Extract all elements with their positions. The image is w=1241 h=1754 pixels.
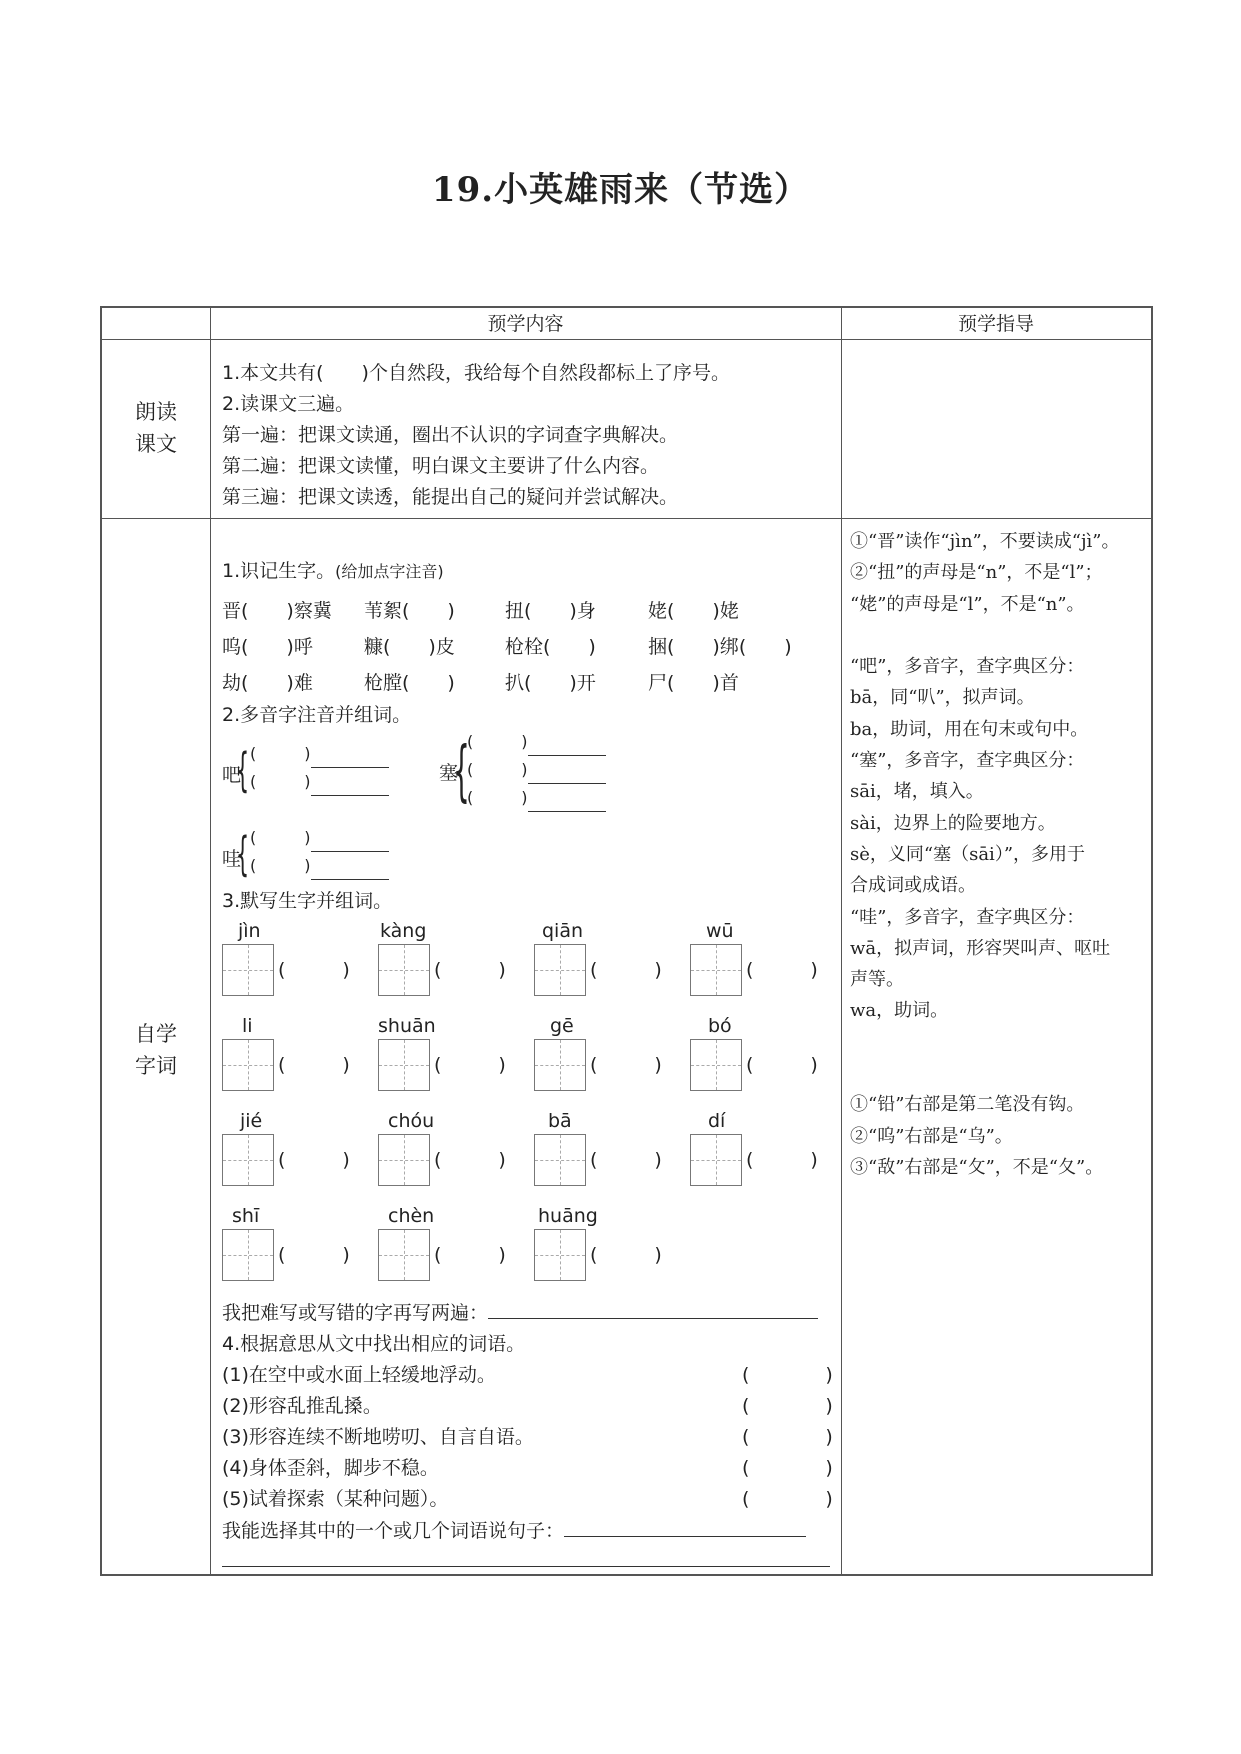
pinyin-label: chóu xyxy=(388,1110,435,1132)
answer-paren[interactable]: ( ) xyxy=(742,1426,833,1448)
answer-line[interactable] xyxy=(528,735,606,756)
polyphone-blank xyxy=(467,756,606,784)
char-item: 姥( )姥 xyxy=(648,600,739,622)
word-paren: ( ) xyxy=(278,1244,350,1266)
word-paren: ( ) xyxy=(590,959,662,981)
word-paren: ( ) xyxy=(746,959,818,981)
word-paren: ( ) xyxy=(746,1149,818,1171)
writing-cell xyxy=(222,918,372,996)
char-item: 糠( )皮 xyxy=(364,636,455,658)
guide-line: ①“晋”读作“jìn”，不要读成“jì”。 xyxy=(850,531,1120,552)
polyphone-blank xyxy=(250,740,389,768)
polyphone-ba xyxy=(222,740,422,806)
reading-line: 第一遍：把课文读通，圈出不认识的字词查字典解决。 xyxy=(222,424,679,446)
answer-paren[interactable]: ( ) xyxy=(742,1364,833,1386)
guide-notes xyxy=(850,526,1150,1183)
writing-box[interactable] xyxy=(690,1039,742,1091)
writing-box[interactable] xyxy=(534,1134,586,1186)
answer-line[interactable] xyxy=(311,831,389,852)
writing-box[interactable] xyxy=(378,944,430,996)
polyphone-blank xyxy=(250,824,389,852)
word-paren: ( ) xyxy=(746,1054,818,1076)
char-item: 呜( )呼 xyxy=(222,636,313,658)
pinyin-label: li xyxy=(242,1015,253,1037)
word-paren: ( ) xyxy=(434,1149,506,1171)
reading-line: 第三遍：把课文读透，能提出自己的疑问并尝试解决。 xyxy=(222,486,679,508)
section-3-title: 3.默写生字并组词。 xyxy=(222,890,393,912)
writing-cell xyxy=(378,1203,528,1281)
polyphone-char: 哇 xyxy=(222,848,242,870)
pinyin-label: gē xyxy=(550,1015,574,1037)
guide-line: “吧”，多音字，查字典区分： xyxy=(850,656,1085,678)
writing-box[interactable] xyxy=(534,1039,586,1091)
polyphone-char: 塞 xyxy=(439,762,459,784)
writing-box[interactable] xyxy=(222,1039,274,1091)
answer-paren[interactable]: ( ) xyxy=(742,1488,833,1510)
definition-item xyxy=(222,1484,832,1515)
section-1-note: (给加点字注音) xyxy=(335,562,444,581)
writing-cell xyxy=(534,1203,684,1281)
pinyin-paren: ( ) xyxy=(250,856,311,875)
answer-line[interactable] xyxy=(528,791,606,812)
row-label-reading xyxy=(102,396,210,460)
writing-cell xyxy=(690,1108,840,1186)
polyphone-sai xyxy=(439,728,639,818)
definition-text: (3)形容连续不断地唠叨、自言自语。 xyxy=(222,1426,534,1448)
sentence-label: 我能选择其中的一个或几个词语说句子： xyxy=(222,1520,565,1542)
char-item: 劫( )难 xyxy=(222,672,313,694)
writing-cell xyxy=(378,1108,528,1186)
header-content: 预学内容 xyxy=(487,313,564,335)
writing-cell xyxy=(690,918,840,996)
definition-item xyxy=(222,1391,832,1422)
brace-icon: { xyxy=(236,743,250,797)
pinyin-label: bó xyxy=(708,1015,732,1037)
column-divider xyxy=(841,308,842,1574)
char-writing-grid xyxy=(222,918,832,1318)
sentence-line[interactable] xyxy=(564,1516,806,1537)
char-item: 尸( )首 xyxy=(648,672,739,694)
guide-line: ②“呜”右部是“乌”。 xyxy=(850,1125,1013,1147)
char-item: 枪膛( ) xyxy=(364,672,455,694)
pinyin-label: bā xyxy=(548,1110,572,1132)
pinyin-label: shuān xyxy=(378,1015,436,1037)
pinyin-paren: ( ) xyxy=(467,788,528,807)
pinyin-paren: ( ) xyxy=(250,828,311,847)
char-item: 扭( )身 xyxy=(505,600,596,622)
section-2-title: 2.多音字注音并组词。 xyxy=(222,704,412,726)
sentence-prompt xyxy=(222,1516,806,1547)
reading-line: 第二遍：把课文读懂，明白课文主要讲了什么内容。 xyxy=(222,455,660,477)
writing-cell xyxy=(534,918,684,996)
guide-line: 声等。 xyxy=(850,969,904,991)
brace-icon: { xyxy=(236,827,250,881)
definition-text: (4)身体歪斜，脚步不稳。 xyxy=(222,1457,439,1479)
header-guide: 预学指导 xyxy=(957,313,1034,335)
writing-box[interactable] xyxy=(222,944,274,996)
writing-cell xyxy=(378,1013,528,1091)
char-item: 扒( )开 xyxy=(505,672,596,694)
pinyin-paren: ( ) xyxy=(467,760,528,779)
guide-line: wā，拟声词，形容哭叫声、呕吐 xyxy=(850,937,1111,959)
writing-box[interactable] xyxy=(378,1229,430,1281)
guide-line: ba，助词，用在句末或句中。 xyxy=(850,718,1089,740)
guide-line: bā，同“叭”，拟声词。 xyxy=(850,687,1035,709)
answer-paren[interactable]: ( ) xyxy=(742,1457,833,1479)
pinyin-label: jié xyxy=(240,1110,263,1132)
guide-line: ②“扭”的声母是“n”，不是“l”； xyxy=(850,562,1103,584)
row-label-line: 字词 xyxy=(135,1054,177,1078)
polyphone-wa xyxy=(222,824,422,890)
guide-line: “哇”，多音字，查字典区分： xyxy=(850,906,1085,928)
polyphone-blank xyxy=(250,768,389,796)
answer-line[interactable] xyxy=(311,775,389,796)
section-4-title: 4.根据意思从文中找出相应的词语。 xyxy=(222,1333,526,1355)
guide-line: 合成词或成语。 xyxy=(850,875,976,897)
word-paren: ( ) xyxy=(278,1054,350,1076)
char-item: 晋( )察冀 xyxy=(222,600,332,622)
guide-line: sè，义同“塞（sāi）”，多用于 xyxy=(850,843,1086,865)
worksheet-table xyxy=(100,306,1153,1576)
guide-line: ①“铅”右部是第二笔没有钩。 xyxy=(850,1094,1085,1116)
rewrite-prompt xyxy=(222,1298,818,1329)
guide-line xyxy=(850,1058,1150,1089)
section-1-title: 1.识记生字。 xyxy=(222,560,336,582)
polyphone-char: 吧 xyxy=(222,764,242,786)
guide-line: “姥”的声母是“l”，不是“n”。 xyxy=(850,593,1085,615)
rewrite-line[interactable] xyxy=(488,1298,818,1319)
brace-icon: { xyxy=(453,732,470,809)
word-paren: ( ) xyxy=(590,1244,662,1266)
answer-paren[interactable]: ( ) xyxy=(742,1395,833,1417)
writing-box[interactable] xyxy=(222,1229,274,1281)
word-paren: ( ) xyxy=(434,959,506,981)
row-divider xyxy=(102,518,1151,519)
definition-item xyxy=(222,1453,832,1484)
pinyin-paren: ( ) xyxy=(250,744,311,763)
reading-line: 1.本文共有( )个自然段，我给每个自然段都标上了序号。 xyxy=(222,362,730,384)
page-title: 19.小英雄雨来（节选） xyxy=(431,170,810,210)
writing-cell xyxy=(222,1013,372,1091)
writing-box[interactable] xyxy=(690,1134,742,1186)
word-paren: ( ) xyxy=(278,959,350,981)
writing-cell xyxy=(534,1013,684,1091)
row-label-line: 课文 xyxy=(135,432,177,456)
pinyin-paren: ( ) xyxy=(250,772,311,791)
sentence-line-2[interactable] xyxy=(222,1566,830,1567)
word-paren: ( ) xyxy=(434,1244,506,1266)
pinyin-paren: ( ) xyxy=(467,732,528,751)
writing-cell xyxy=(534,1108,684,1186)
char-item: 枪栓( ) xyxy=(505,636,596,658)
writing-cell xyxy=(222,1203,372,1281)
char-item: 捆( )绑( ) xyxy=(648,636,792,658)
reading-instructions xyxy=(222,358,730,513)
guide-line: ③“敌”右部是“攵”，不是“夂”。 xyxy=(850,1156,1104,1178)
guide-line: sài，边界上的险要地方。 xyxy=(850,812,1056,834)
word-paren: ( ) xyxy=(590,1054,662,1076)
answer-line[interactable] xyxy=(528,763,606,784)
pinyin-label: shī xyxy=(232,1205,260,1227)
polyphone-blank xyxy=(250,852,389,880)
definition-item xyxy=(222,1422,832,1453)
pinyin-label: wū xyxy=(706,920,734,942)
word-paren: ( ) xyxy=(278,1149,350,1171)
column-divider xyxy=(210,308,211,1574)
guide-line: sāi，堵，填入。 xyxy=(850,781,984,803)
guide-line xyxy=(850,1027,1150,1058)
section-1 xyxy=(222,556,444,587)
pinyin-label: chèn xyxy=(388,1205,435,1227)
answer-line[interactable] xyxy=(311,747,389,768)
reading-line: 2.读课文三遍。 xyxy=(222,393,355,415)
pinyin-label: kàng xyxy=(380,920,427,942)
writing-box[interactable] xyxy=(222,1134,274,1186)
writing-box[interactable] xyxy=(534,944,586,996)
definition-text: (1)在空中或水面上轻缓地浮动。 xyxy=(222,1364,496,1386)
writing-box[interactable] xyxy=(378,1039,430,1091)
guide-line: wa，助词。 xyxy=(850,1000,949,1022)
row-label-vocab xyxy=(102,1018,210,1082)
word-paren: ( ) xyxy=(590,1149,662,1171)
writing-cell xyxy=(378,918,528,996)
row-label-line: 自学 xyxy=(135,1022,177,1046)
word-paren: ( ) xyxy=(434,1054,506,1076)
pinyin-label: huāng xyxy=(538,1205,598,1227)
answer-line[interactable] xyxy=(311,859,389,880)
writing-box[interactable] xyxy=(690,944,742,996)
pinyin-label: qiān xyxy=(542,920,584,942)
row-label-line: 朗读 xyxy=(135,400,177,424)
polyphone-blank xyxy=(467,728,606,756)
writing-box[interactable] xyxy=(378,1134,430,1186)
char-item: 苇絮( ) xyxy=(364,600,455,622)
guide-line xyxy=(850,620,1150,651)
definition-text: (2)形容乱推乱搡。 xyxy=(222,1395,382,1417)
definition-item xyxy=(222,1360,832,1391)
definition-list xyxy=(222,1360,832,1515)
pinyin-label: dí xyxy=(708,1110,726,1132)
writing-cell xyxy=(690,1013,840,1091)
writing-box[interactable] xyxy=(534,1229,586,1281)
writing-cell xyxy=(222,1108,372,1186)
rewrite-label: 我把难写或写错的字再写两遍： xyxy=(222,1302,489,1324)
definition-text: (5)试着探索（某种问题）。 xyxy=(222,1488,449,1510)
polyphone-blank xyxy=(467,784,606,812)
guide-line: “塞”，多音字，查字典区分： xyxy=(850,750,1085,772)
pinyin-label: jìn xyxy=(238,920,261,942)
